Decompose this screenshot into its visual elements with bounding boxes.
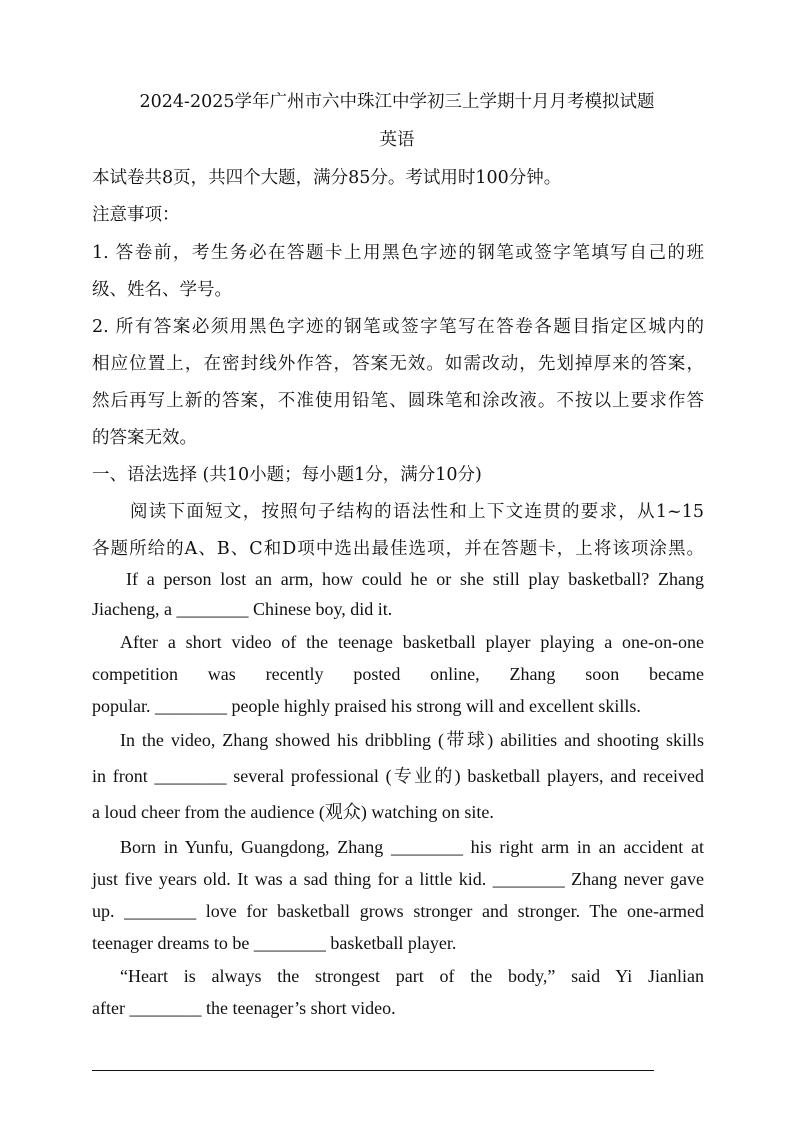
notice-item-2: 2. 所有答案必须用黑色字迹的钢笔或签字笔写在答卷各题目指定区城内的 — [92, 317, 704, 337]
notice-item-1-cont: 级、姓名、学号。 — [92, 280, 232, 300]
notice-heading: 注意事项： — [92, 205, 180, 225]
section-instructions: 阅读下面短文，按照句子结构的语法性和上下文连贯的要求，从1~15 — [130, 502, 704, 522]
passage-paragraph-1: If a person lost an arm, how could he or she still play basketball? Zhang — [126, 569, 704, 589]
passage-paragraph-2-cont: popular. ________ people highly praised his strong will and excellent skills. — [92, 696, 641, 716]
subject-title: 英语 — [379, 130, 415, 150]
footer-rule — [92, 1070, 654, 1071]
passage-paragraph-4: Born in Yunfu, Guangdong, Zhang ________ his right arm in an accident at — [120, 837, 704, 857]
notice-item-2-cont: 相应位置上，在密封线外作答，答案无效。如需改动，先划掉厚来的答案， — [92, 354, 704, 374]
notice-item-1: 1. 答卷前，考生务必在答题卡上用黑色字迹的钢笔或签字笔填写自己的班 — [92, 243, 704, 263]
notice-item-2-cont: 的答案无效。 — [92, 428, 197, 448]
passage-paragraph-4-cont: up. ________ love for basketball grows stronger and stronger. The one-armed — [92, 901, 704, 921]
passage-paragraph-1-cont: Jiacheng, a ________ Chinese boy, did it. — [92, 599, 393, 619]
passage-paragraph-3-cont: in front ________ several professional (专业的) basketball players, and received — [92, 766, 704, 786]
notice-item-2-cont: 然后再写上新的答案，不准使用铅笔、圆珠笔和涂改液。不按以上要求作答 — [92, 391, 704, 411]
passage-paragraph-3: In the video, Zhang showed his dribbling (带球) abilities and shooting skills — [120, 730, 704, 750]
passage-paragraph-4-cont: just five years old. It was a sad thing for a little kid. ________ Zhang never gave — [92, 869, 704, 889]
passage-paragraph-2-cont: competition was recently posted online, Zhang soon became — [92, 664, 704, 684]
exam-info: 本试卷共8页，共四个大题，满分85分。考试用时100分钟。 — [92, 168, 562, 188]
section-instructions-cont: 各题所给的A、B、C和D项中选出最佳选项，并在答题卡，上将该项涂黑。 — [92, 539, 704, 559]
passage-paragraph-3-cont: a loud cheer from the audience (观众) watching on site. — [92, 802, 494, 822]
passage-paragraph-4-cont: teenager dreams to be ________ basketball player. — [92, 933, 457, 953]
passage-paragraph-2: After a short video of the teenage basketball player playing a one-on-one — [120, 632, 704, 652]
passage-paragraph-5: “Heart is always the strongest part of the body,” said Yi Jianlian — [120, 966, 704, 986]
exam-title: 2024-2025学年广州市六中珠江中学初三上学期十月月考模拟试题 — [139, 92, 655, 112]
section-heading: 一、语法选择 (共10小题；每小题1分，满分10分) — [92, 465, 482, 485]
passage-paragraph-5-cont: after ________ the teenager’s short video. — [92, 998, 396, 1018]
